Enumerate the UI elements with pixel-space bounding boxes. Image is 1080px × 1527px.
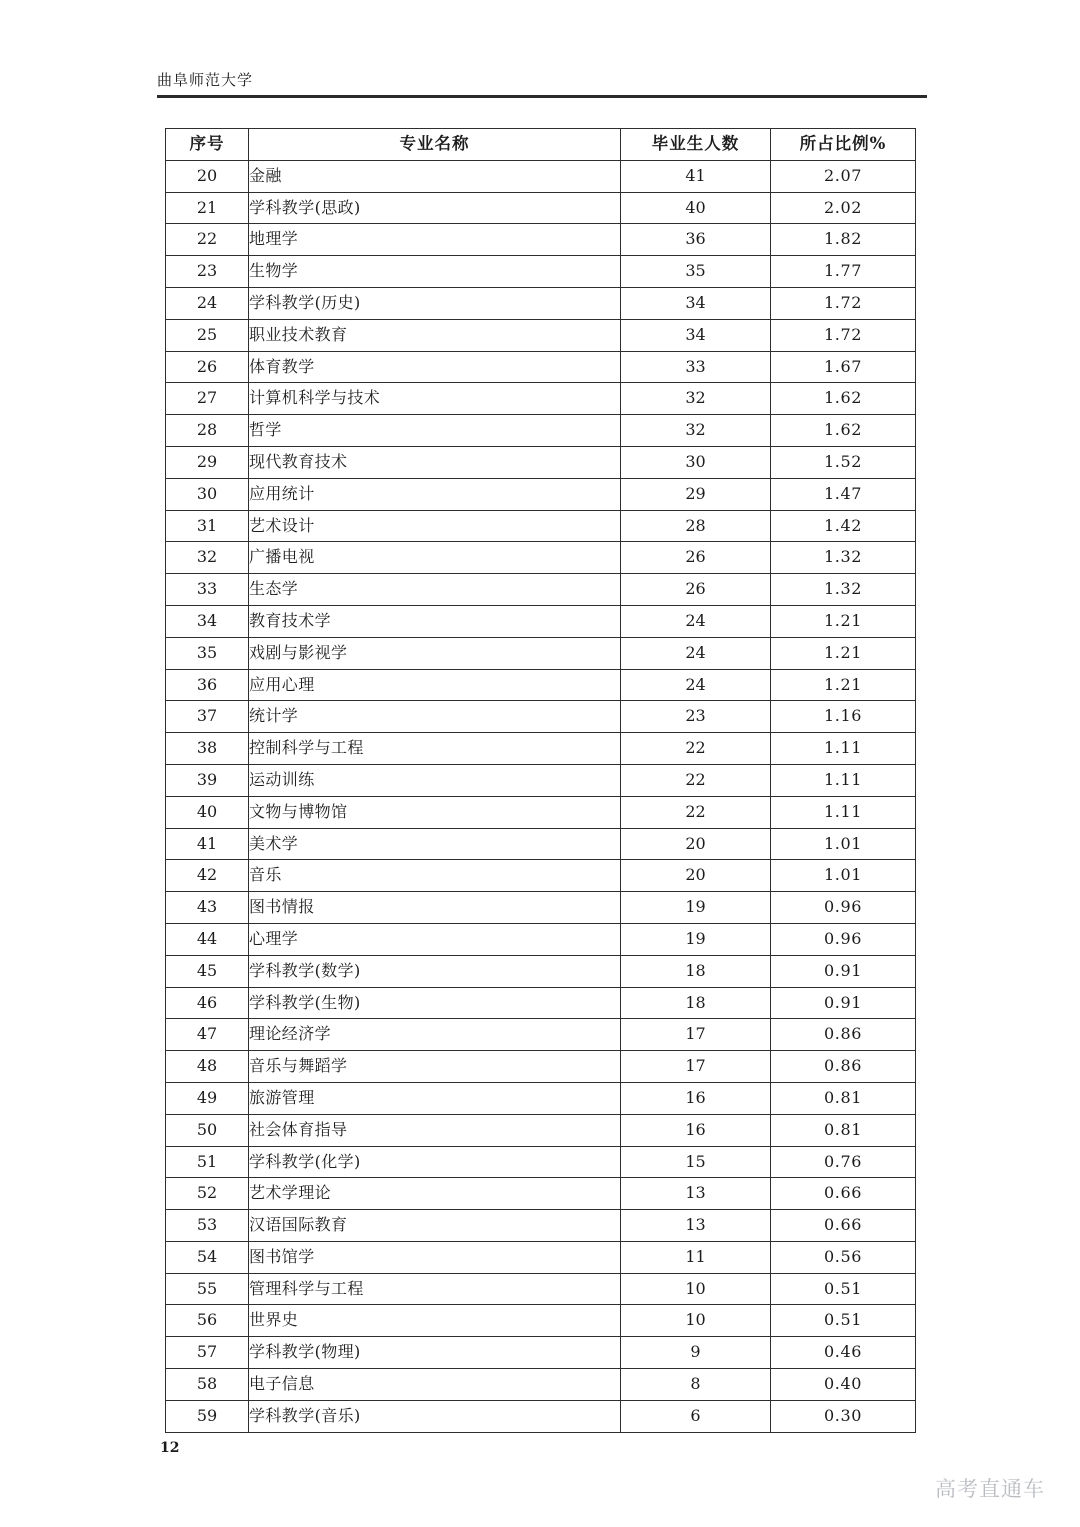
running-header bbox=[157, 70, 925, 98]
cell-major-name: 旅游管理 bbox=[249, 1082, 621, 1114]
cell-major-name: 学科教学(物理) bbox=[249, 1337, 621, 1369]
column-header-index: 序号 bbox=[166, 129, 249, 161]
cell-graduate-count: 35 bbox=[621, 256, 771, 288]
cell-percent: 0.30 bbox=[771, 1400, 916, 1432]
cell-index: 23 bbox=[166, 256, 249, 288]
table-row bbox=[166, 446, 916, 478]
cell-graduate-count: 29 bbox=[621, 478, 771, 510]
cell-major-name: 学科教学(历史) bbox=[249, 287, 621, 319]
cell-percent: 0.96 bbox=[771, 923, 916, 955]
cell-index: 46 bbox=[166, 987, 249, 1019]
table-header-row bbox=[166, 129, 916, 161]
cell-index: 31 bbox=[166, 510, 249, 542]
cell-index: 22 bbox=[166, 224, 249, 256]
cell-major-name: 应用统计 bbox=[249, 478, 621, 510]
cell-graduate-count: 26 bbox=[621, 542, 771, 574]
table-row bbox=[166, 1019, 916, 1051]
cell-graduate-count: 18 bbox=[621, 955, 771, 987]
table-row bbox=[166, 637, 916, 669]
cell-graduate-count: 10 bbox=[621, 1273, 771, 1305]
table-row bbox=[166, 605, 916, 637]
cell-major-name: 哲学 bbox=[249, 415, 621, 447]
table-row bbox=[166, 1114, 916, 1146]
cell-percent: 1.16 bbox=[771, 701, 916, 733]
table-row bbox=[166, 224, 916, 256]
cell-major-name: 文物与博物馆 bbox=[249, 796, 621, 828]
cell-percent: 0.51 bbox=[771, 1305, 916, 1337]
cell-percent: 2.07 bbox=[771, 160, 916, 192]
cell-major-name: 世界史 bbox=[249, 1305, 621, 1337]
table-row bbox=[166, 1241, 916, 1273]
cell-percent: 1.01 bbox=[771, 828, 916, 860]
cell-percent: 1.11 bbox=[771, 796, 916, 828]
cell-major-name: 地理学 bbox=[249, 224, 621, 256]
table-row bbox=[166, 892, 916, 924]
cell-major-name: 学科教学(数学) bbox=[249, 955, 621, 987]
header-rule bbox=[157, 95, 927, 98]
cell-index: 50 bbox=[166, 1114, 249, 1146]
cell-index: 24 bbox=[166, 287, 249, 319]
table-row bbox=[166, 669, 916, 701]
cell-percent: 0.51 bbox=[771, 1273, 916, 1305]
column-header-count: 毕业生人数 bbox=[621, 129, 771, 161]
cell-index: 39 bbox=[166, 764, 249, 796]
cell-index: 37 bbox=[166, 701, 249, 733]
cell-major-name: 控制科学与工程 bbox=[249, 733, 621, 765]
column-header-percent: 所占比例% bbox=[771, 129, 916, 161]
cell-percent: 1.72 bbox=[771, 287, 916, 319]
cell-index: 26 bbox=[166, 351, 249, 383]
table-row bbox=[166, 1178, 916, 1210]
cell-major-name: 体育教学 bbox=[249, 351, 621, 383]
cell-graduate-count: 8 bbox=[621, 1369, 771, 1401]
cell-graduate-count: 16 bbox=[621, 1114, 771, 1146]
cell-index: 41 bbox=[166, 828, 249, 860]
cell-percent: 0.86 bbox=[771, 1051, 916, 1083]
cell-major-name: 统计学 bbox=[249, 701, 621, 733]
cell-major-name: 电子信息 bbox=[249, 1369, 621, 1401]
table-row bbox=[166, 287, 916, 319]
table-row bbox=[166, 1082, 916, 1114]
table-row bbox=[166, 351, 916, 383]
table-row bbox=[166, 796, 916, 828]
cell-index: 33 bbox=[166, 574, 249, 606]
cell-major-name: 广播电视 bbox=[249, 542, 621, 574]
cell-major-name: 生态学 bbox=[249, 574, 621, 606]
cell-index: 38 bbox=[166, 733, 249, 765]
cell-major-name: 图书馆学 bbox=[249, 1241, 621, 1273]
cell-index: 47 bbox=[166, 1019, 249, 1051]
table-row bbox=[166, 319, 916, 351]
table-row bbox=[166, 1369, 916, 1401]
table-row bbox=[166, 1400, 916, 1432]
cell-percent: 1.72 bbox=[771, 319, 916, 351]
column-header-major: 专业名称 bbox=[249, 129, 621, 161]
table-row bbox=[166, 415, 916, 447]
cell-graduate-count: 34 bbox=[621, 287, 771, 319]
cell-major-name: 金融 bbox=[249, 160, 621, 192]
cell-percent: 0.66 bbox=[771, 1178, 916, 1210]
cell-percent: 0.56 bbox=[771, 1241, 916, 1273]
cell-major-name: 职业技术教育 bbox=[249, 319, 621, 351]
cell-percent: 0.91 bbox=[771, 955, 916, 987]
cell-major-name: 社会体育指导 bbox=[249, 1114, 621, 1146]
cell-graduate-count: 26 bbox=[621, 574, 771, 606]
cell-graduate-count: 23 bbox=[621, 701, 771, 733]
cell-index: 27 bbox=[166, 383, 249, 415]
cell-graduate-count: 22 bbox=[621, 796, 771, 828]
cell-graduate-count: 15 bbox=[621, 1146, 771, 1178]
page-number: 12 bbox=[160, 1440, 180, 1456]
cell-graduate-count: 30 bbox=[621, 446, 771, 478]
cell-major-name: 计算机科学与技术 bbox=[249, 383, 621, 415]
cell-graduate-count: 22 bbox=[621, 764, 771, 796]
table-header bbox=[166, 129, 916, 161]
cell-index: 28 bbox=[166, 415, 249, 447]
cell-index: 43 bbox=[166, 892, 249, 924]
major-statistics-table-wrapper bbox=[165, 128, 915, 1433]
table-row bbox=[166, 160, 916, 192]
table-row bbox=[166, 701, 916, 733]
cell-percent: 1.32 bbox=[771, 542, 916, 574]
cell-percent: 1.11 bbox=[771, 764, 916, 796]
cell-major-name: 学科教学(音乐) bbox=[249, 1400, 621, 1432]
cell-index: 42 bbox=[166, 860, 249, 892]
cell-major-name: 运动训练 bbox=[249, 764, 621, 796]
cell-major-name: 美术学 bbox=[249, 828, 621, 860]
cell-major-name: 艺术设计 bbox=[249, 510, 621, 542]
cell-index: 57 bbox=[166, 1337, 249, 1369]
cell-percent: 0.46 bbox=[771, 1337, 916, 1369]
table-body bbox=[166, 160, 916, 1432]
cell-percent: 0.91 bbox=[771, 987, 916, 1019]
cell-major-name: 戏剧与影视学 bbox=[249, 637, 621, 669]
table-row bbox=[166, 955, 916, 987]
institution-name: 曲阜师范大学 bbox=[157, 71, 254, 89]
cell-major-name: 汉语国际教育 bbox=[249, 1210, 621, 1242]
cell-graduate-count: 17 bbox=[621, 1051, 771, 1083]
cell-percent: 1.82 bbox=[771, 224, 916, 256]
cell-graduate-count: 10 bbox=[621, 1305, 771, 1337]
cell-major-name: 理论经济学 bbox=[249, 1019, 621, 1051]
table-row bbox=[166, 1210, 916, 1242]
cell-graduate-count: 32 bbox=[621, 415, 771, 447]
cell-index: 34 bbox=[166, 605, 249, 637]
cell-index: 25 bbox=[166, 319, 249, 351]
table-row bbox=[166, 192, 916, 224]
cell-index: 36 bbox=[166, 669, 249, 701]
cell-index: 51 bbox=[166, 1146, 249, 1178]
cell-percent: 1.11 bbox=[771, 733, 916, 765]
cell-graduate-count: 28 bbox=[621, 510, 771, 542]
cell-graduate-count: 13 bbox=[621, 1178, 771, 1210]
watermark: 高考直通车 bbox=[935, 1477, 1045, 1501]
cell-percent: 0.76 bbox=[771, 1146, 916, 1178]
cell-graduate-count: 16 bbox=[621, 1082, 771, 1114]
cell-graduate-count: 33 bbox=[621, 351, 771, 383]
cell-percent: 1.01 bbox=[771, 860, 916, 892]
cell-index: 20 bbox=[166, 160, 249, 192]
cell-major-name: 学科教学(生物) bbox=[249, 987, 621, 1019]
cell-index: 54 bbox=[166, 1241, 249, 1273]
cell-index: 49 bbox=[166, 1082, 249, 1114]
cell-major-name: 教育技术学 bbox=[249, 605, 621, 637]
table-row bbox=[166, 923, 916, 955]
table-row bbox=[166, 383, 916, 415]
cell-percent: 0.96 bbox=[771, 892, 916, 924]
cell-percent: 0.81 bbox=[771, 1114, 916, 1146]
table-row bbox=[166, 510, 916, 542]
cell-graduate-count: 24 bbox=[621, 605, 771, 637]
cell-percent: 1.21 bbox=[771, 637, 916, 669]
cell-major-name: 学科教学(思政) bbox=[249, 192, 621, 224]
cell-percent: 0.66 bbox=[771, 1210, 916, 1242]
cell-major-name: 管理科学与工程 bbox=[249, 1273, 621, 1305]
table-row bbox=[166, 1051, 916, 1083]
cell-graduate-count: 13 bbox=[621, 1210, 771, 1242]
cell-index: 59 bbox=[166, 1400, 249, 1432]
cell-percent: 1.62 bbox=[771, 415, 916, 447]
table-row bbox=[166, 256, 916, 288]
cell-index: 52 bbox=[166, 1178, 249, 1210]
cell-major-name: 图书情报 bbox=[249, 892, 621, 924]
table-row bbox=[166, 574, 916, 606]
major-statistics-table bbox=[165, 128, 916, 1433]
cell-index: 29 bbox=[166, 446, 249, 478]
cell-graduate-count: 6 bbox=[621, 1400, 771, 1432]
table-row bbox=[166, 1305, 916, 1337]
cell-graduate-count: 18 bbox=[621, 987, 771, 1019]
cell-graduate-count: 40 bbox=[621, 192, 771, 224]
cell-major-name: 艺术学理论 bbox=[249, 1178, 621, 1210]
cell-graduate-count: 11 bbox=[621, 1241, 771, 1273]
cell-graduate-count: 24 bbox=[621, 637, 771, 669]
cell-major-name: 心理学 bbox=[249, 923, 621, 955]
cell-percent: 1.77 bbox=[771, 256, 916, 288]
cell-graduate-count: 36 bbox=[621, 224, 771, 256]
cell-major-name: 音乐 bbox=[249, 860, 621, 892]
cell-percent: 1.67 bbox=[771, 351, 916, 383]
cell-graduate-count: 20 bbox=[621, 860, 771, 892]
cell-graduate-count: 22 bbox=[621, 733, 771, 765]
cell-graduate-count: 9 bbox=[621, 1337, 771, 1369]
cell-graduate-count: 41 bbox=[621, 160, 771, 192]
cell-percent: 0.86 bbox=[771, 1019, 916, 1051]
cell-percent: 1.21 bbox=[771, 605, 916, 637]
table-row bbox=[166, 1273, 916, 1305]
table-row bbox=[166, 987, 916, 1019]
table-row bbox=[166, 478, 916, 510]
cell-index: 44 bbox=[166, 923, 249, 955]
table-row bbox=[166, 764, 916, 796]
cell-percent: 2.02 bbox=[771, 192, 916, 224]
table-row bbox=[166, 828, 916, 860]
cell-graduate-count: 19 bbox=[621, 892, 771, 924]
cell-index: 56 bbox=[166, 1305, 249, 1337]
cell-graduate-count: 17 bbox=[621, 1019, 771, 1051]
table-row bbox=[166, 733, 916, 765]
cell-percent: 1.21 bbox=[771, 669, 916, 701]
cell-percent: 1.52 bbox=[771, 446, 916, 478]
cell-index: 30 bbox=[166, 478, 249, 510]
cell-graduate-count: 20 bbox=[621, 828, 771, 860]
cell-major-name: 应用心理 bbox=[249, 669, 621, 701]
cell-index: 21 bbox=[166, 192, 249, 224]
cell-percent: 0.40 bbox=[771, 1369, 916, 1401]
table-row bbox=[166, 1146, 916, 1178]
cell-major-name: 音乐与舞蹈学 bbox=[249, 1051, 621, 1083]
cell-index: 53 bbox=[166, 1210, 249, 1242]
cell-graduate-count: 19 bbox=[621, 923, 771, 955]
cell-index: 32 bbox=[166, 542, 249, 574]
cell-major-name: 生物学 bbox=[249, 256, 621, 288]
cell-percent: 1.47 bbox=[771, 478, 916, 510]
cell-index: 58 bbox=[166, 1369, 249, 1401]
table-row bbox=[166, 860, 916, 892]
cell-index: 40 bbox=[166, 796, 249, 828]
table-row bbox=[166, 542, 916, 574]
cell-graduate-count: 34 bbox=[621, 319, 771, 351]
cell-graduate-count: 32 bbox=[621, 383, 771, 415]
cell-percent: 1.42 bbox=[771, 510, 916, 542]
cell-percent: 0.81 bbox=[771, 1082, 916, 1114]
table-row bbox=[166, 1337, 916, 1369]
cell-index: 55 bbox=[166, 1273, 249, 1305]
cell-graduate-count: 24 bbox=[621, 669, 771, 701]
cell-index: 35 bbox=[166, 637, 249, 669]
cell-percent: 1.32 bbox=[771, 574, 916, 606]
cell-major-name: 现代教育技术 bbox=[249, 446, 621, 478]
cell-index: 48 bbox=[166, 1051, 249, 1083]
cell-major-name: 学科教学(化学) bbox=[249, 1146, 621, 1178]
cell-percent: 1.62 bbox=[771, 383, 916, 415]
cell-index: 45 bbox=[166, 955, 249, 987]
